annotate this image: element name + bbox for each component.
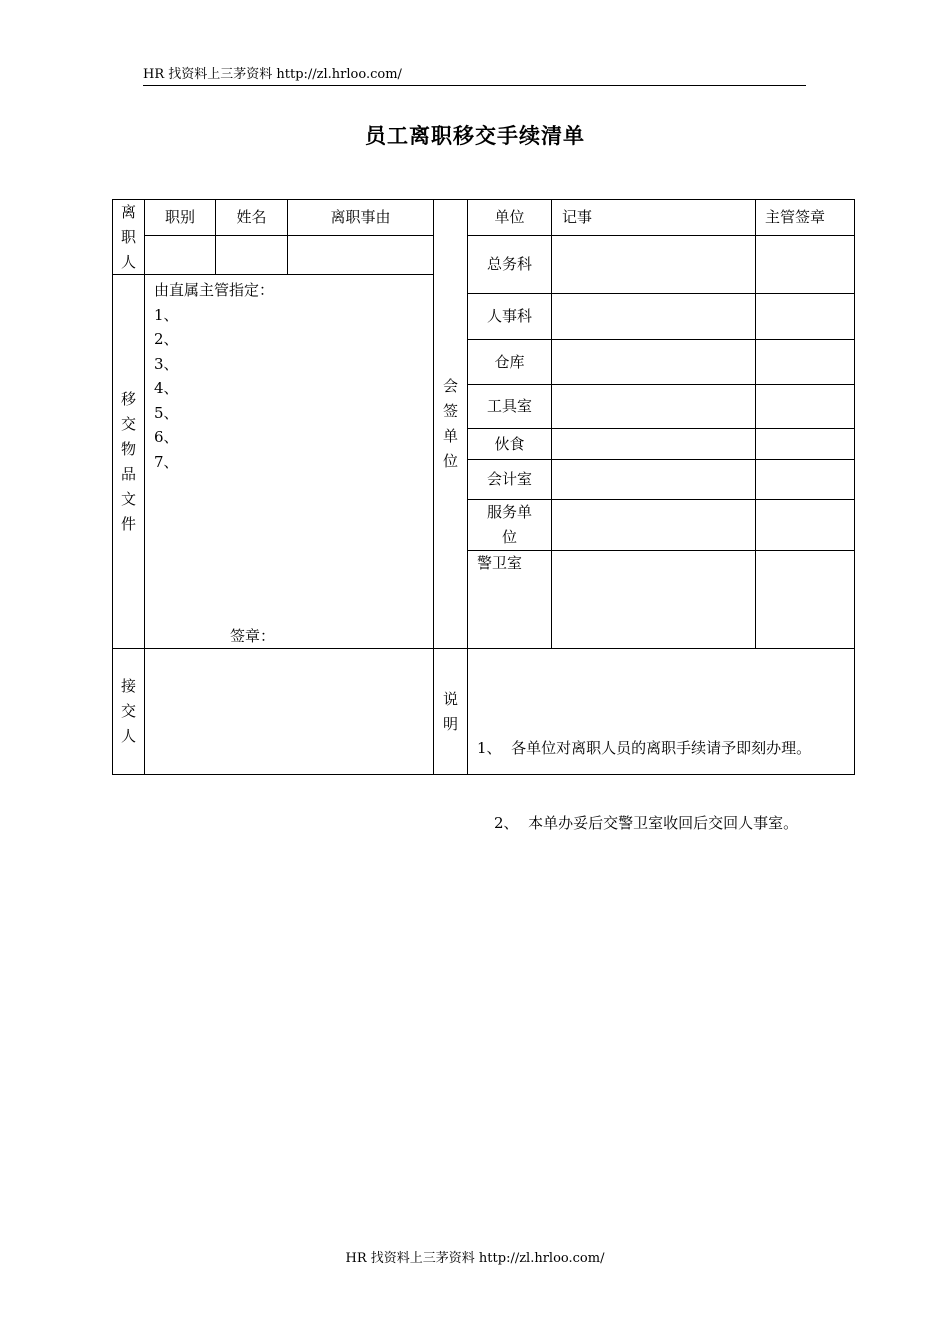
departing-employee-label: 离职人 <box>121 202 137 271</box>
countersign-units-label: 会签单位 <box>443 377 459 470</box>
page-header: HR 找资料上三茅资料 http://zl.hrloo.com/ <box>143 66 806 86</box>
unit-security: 警卫室 <box>477 554 523 572</box>
remarks-label: 说明 <box>443 689 459 733</box>
assigned-by-text: 由直属主管指定： <box>154 281 275 299</box>
list-item: 3、 <box>154 354 179 373</box>
list-item: 5、 <box>154 403 179 422</box>
unit-general-affairs: 总务科 <box>486 255 532 273</box>
unit-personnel: 人事科 <box>486 307 532 325</box>
position-header: 职别 <box>164 208 195 226</box>
reason-field[interactable] <box>288 236 433 274</box>
page-footer: HR 找资料上三茅资料 http://zl.hrloo.com/ <box>345 1251 605 1266</box>
supervisor-seal-header: 主管签章 <box>765 208 826 226</box>
list-item: 1、 <box>154 305 179 324</box>
page-title: 员工离职移交手续清单 <box>365 124 585 148</box>
position-field[interactable] <box>145 236 215 274</box>
reason-header: 离职事由 <box>330 208 391 226</box>
receiver-label: 接交人 <box>121 677 137 745</box>
unit-catering: 伙食 <box>494 434 525 453</box>
handover-items-list <box>154 278 274 474</box>
name-field[interactable] <box>216 236 287 274</box>
unit-service: 服务单位 <box>487 503 533 546</box>
list-item: 4、 <box>154 379 179 397</box>
unit-accounting: 会计室 <box>486 470 532 488</box>
list-item: 6、 <box>154 428 179 446</box>
handover-items-label: 移交物品文件 <box>121 389 137 533</box>
unit-header: 单位 <box>494 208 525 226</box>
unit-warehouse: 仓库 <box>494 352 525 371</box>
notes-header: 记事 <box>562 208 593 226</box>
remark-item: 2、 本单办妥后交警卫室收回后交回人事室。 <box>494 814 799 832</box>
name-header: 姓名 <box>236 208 267 226</box>
unit-tool-room: 工具室 <box>486 397 532 415</box>
seal-label: 签章： <box>230 627 276 645</box>
remark-item: 1、 各单位对离职人员的离职手续请予即刻办理。 <box>477 739 812 757</box>
list-item: 2、 <box>154 330 179 348</box>
list-item: 7、 <box>154 452 179 471</box>
remarks-text <box>477 686 811 861</box>
receiver-field[interactable] <box>145 649 433 774</box>
